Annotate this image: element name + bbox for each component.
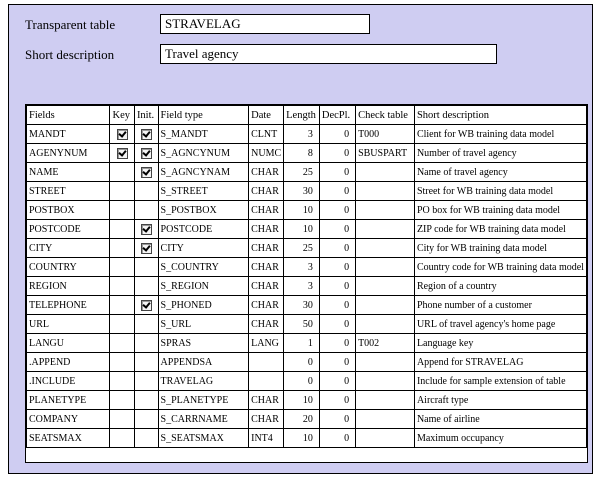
field-name-cell: NAME (27, 163, 110, 182)
init-cell (134, 315, 158, 334)
init-cell (134, 429, 158, 448)
decpl-cell: 0 (319, 201, 355, 220)
description-cell: City for WB training data model (414, 239, 586, 258)
field-name-cell: LANGU (27, 334, 110, 353)
length-cell: 10 (284, 201, 320, 220)
description-cell: Append for STRAVELAG (414, 353, 586, 372)
description-cell: Client for WB training data model (414, 125, 586, 144)
header-length: Length (284, 106, 320, 125)
key-cell (110, 220, 134, 239)
field-name-cell: CITY (27, 239, 110, 258)
init-cell (134, 353, 158, 372)
table-row[interactable] (27, 182, 587, 201)
field-type-cell: S_URL (158, 315, 249, 334)
field-type-cell: S_STREET (158, 182, 249, 201)
header-field-type: Field type (158, 106, 249, 125)
table-row[interactable] (27, 239, 587, 258)
table-body (27, 125, 587, 448)
decpl-cell: 0 (319, 258, 355, 277)
decpl-cell: 0 (319, 163, 355, 182)
field-name-cell: POSTBOX (27, 201, 110, 220)
check-table-cell (356, 410, 415, 429)
short-description-field[interactable]: Travel agency (160, 44, 497, 64)
init-checkbox[interactable] (141, 129, 152, 140)
key-checkbox[interactable] (117, 129, 128, 140)
decpl-cell: 0 (319, 296, 355, 315)
key-cell (110, 239, 134, 258)
description-cell: URL of travel agency's home page (414, 315, 586, 334)
description-cell: Include for sample extension of table (414, 372, 586, 391)
header-fields: Fields (27, 106, 110, 125)
field-type-cell: S_PHONED (158, 296, 249, 315)
decpl-cell: 0 (319, 182, 355, 201)
field-type-cell: APPENDSA (158, 353, 249, 372)
init-checkbox[interactable] (141, 300, 152, 311)
decpl-cell: 0 (319, 410, 355, 429)
data-type-cell: CHAR (249, 277, 284, 296)
length-cell: 0 (284, 372, 320, 391)
table-row[interactable] (27, 163, 587, 182)
decpl-cell: 0 (319, 334, 355, 353)
init-checkbox[interactable] (141, 243, 152, 254)
table-row[interactable] (27, 296, 587, 315)
description-cell: Language key (414, 334, 586, 353)
decpl-cell: 0 (319, 429, 355, 448)
short-description-label: Short description (25, 47, 115, 62)
field-name-cell: PLANETYPE (27, 391, 110, 410)
key-cell (110, 372, 134, 391)
init-cell (134, 182, 158, 201)
length-cell: 10 (284, 220, 320, 239)
description-cell: Number of travel agency (414, 144, 586, 163)
field-type-cell: SPRAS (158, 334, 249, 353)
description-cell: PO box for WB training data model (414, 201, 586, 220)
init-checkbox[interactable] (141, 224, 152, 235)
length-cell: 3 (284, 258, 320, 277)
key-checkbox[interactable] (117, 148, 128, 159)
data-type-cell: CHAR (249, 182, 284, 201)
check-table-cell (356, 239, 415, 258)
init-checkbox[interactable] (141, 148, 152, 159)
key-cell (110, 144, 134, 163)
description-cell: Country code for WB training data model (414, 258, 586, 277)
check-table-cell (356, 220, 415, 239)
table-row[interactable] (27, 429, 587, 448)
table-row[interactable] (27, 277, 587, 296)
description-cell: Maximum occupancy (414, 429, 586, 448)
key-cell (110, 429, 134, 448)
decpl-cell: 0 (319, 277, 355, 296)
header-init: Init. (134, 106, 158, 125)
field-name-cell: COUNTRY (27, 258, 110, 277)
fields-table (26, 105, 587, 448)
table-row[interactable] (27, 201, 587, 220)
init-cell (134, 334, 158, 353)
check-table-cell (356, 201, 415, 220)
data-type-cell (249, 372, 284, 391)
length-cell: 8 (284, 144, 320, 163)
field-type-cell: S_CARRNAME (158, 410, 249, 429)
description-cell: Phone number of a customer (414, 296, 586, 315)
field-name-cell: MANDT (27, 125, 110, 144)
check-table-cell (356, 429, 415, 448)
length-cell: 10 (284, 391, 320, 410)
key-cell (110, 334, 134, 353)
table-row[interactable] (27, 258, 587, 277)
field-type-cell: S_AGNCYNUM (158, 144, 249, 163)
field-name-cell: .APPEND (27, 353, 110, 372)
key-cell (110, 277, 134, 296)
key-cell (110, 296, 134, 315)
field-name-cell: STREET (27, 182, 110, 201)
table-row[interactable] (27, 372, 587, 391)
field-type-cell: S_REGION (158, 277, 249, 296)
length-cell: 50 (284, 315, 320, 334)
init-cell (134, 296, 158, 315)
check-table-cell: T000 (356, 125, 415, 144)
data-type-cell (249, 353, 284, 372)
data-type-cell: NUMC (249, 144, 284, 163)
data-type-cell: CHAR (249, 315, 284, 334)
data-type-cell: CHAR (249, 201, 284, 220)
check-table-cell (356, 353, 415, 372)
key-cell (110, 353, 134, 372)
length-cell: 20 (284, 410, 320, 429)
field-type-cell: S_SEATSMAX (158, 429, 249, 448)
init-cell (134, 258, 158, 277)
header-decpl: DecPl. (319, 106, 355, 125)
init-checkbox[interactable] (141, 167, 152, 178)
init-cell (134, 239, 158, 258)
data-type-cell: INT4 (249, 429, 284, 448)
length-cell: 25 (284, 163, 320, 182)
check-table-cell (356, 372, 415, 391)
length-cell: 3 (284, 277, 320, 296)
field-name-cell: COMPANY (27, 410, 110, 429)
key-cell (110, 125, 134, 144)
init-cell (134, 163, 158, 182)
init-cell (134, 125, 158, 144)
description-cell: Aircraft type (414, 391, 586, 410)
check-table-cell: SBUSPART (356, 144, 415, 163)
check-table-cell (356, 163, 415, 182)
length-cell: 30 (284, 296, 320, 315)
table-name-label: Transparent table (25, 17, 116, 32)
check-table-cell (356, 391, 415, 410)
table-row[interactable] (27, 220, 587, 239)
field-type-cell: S_MANDT (158, 125, 249, 144)
decpl-cell: 0 (319, 315, 355, 334)
init-cell (134, 220, 158, 239)
init-cell (134, 410, 158, 429)
table-row[interactable] (27, 353, 587, 372)
field-type-cell: S_POSTBOX (158, 201, 249, 220)
key-cell (110, 258, 134, 277)
length-cell: 10 (284, 429, 320, 448)
key-cell (110, 315, 134, 334)
data-type-cell: CHAR (249, 239, 284, 258)
init-cell (134, 277, 158, 296)
key-cell (110, 182, 134, 201)
data-type-cell: CHAR (249, 258, 284, 277)
field-name-cell: REGION (27, 277, 110, 296)
decpl-cell: 0 (319, 353, 355, 372)
field-name-cell: URL (27, 315, 110, 334)
check-table-cell (356, 315, 415, 334)
field-type-cell: S_PLANETYPE (158, 391, 249, 410)
data-type-cell: CHAR (249, 163, 284, 182)
field-type-cell: TRAVELAG (158, 372, 249, 391)
table-row[interactable] (27, 391, 587, 410)
check-table-cell (356, 296, 415, 315)
description-cell: Region of a country (414, 277, 586, 296)
dialog-frame (8, 4, 593, 474)
length-cell: 30 (284, 182, 320, 201)
table-header-row (27, 106, 587, 125)
table-row[interactable] (27, 125, 587, 144)
length-cell: 3 (284, 125, 320, 144)
key-cell (110, 201, 134, 220)
field-type-cell: S_COUNTRY (158, 258, 249, 277)
length-cell: 1 (284, 334, 320, 353)
check-table-cell (356, 277, 415, 296)
check-table-cell: T002 (356, 334, 415, 353)
header-short-description: Short description (414, 106, 586, 125)
length-cell: 0 (284, 353, 320, 372)
length-cell: 25 (284, 239, 320, 258)
init-cell (134, 201, 158, 220)
decpl-cell: 0 (319, 125, 355, 144)
fields-table-container (25, 104, 588, 463)
data-type-cell: CHAR (249, 410, 284, 429)
decpl-cell: 0 (319, 372, 355, 391)
decpl-cell: 0 (319, 144, 355, 163)
init-cell (134, 372, 158, 391)
description-cell: Name of travel agency (414, 163, 586, 182)
description-cell: Street for WB training data model (414, 182, 586, 201)
field-type-cell: S_AGNCYNAM (158, 163, 249, 182)
header-key: Key (110, 106, 134, 125)
key-cell (110, 410, 134, 429)
key-cell (110, 163, 134, 182)
init-cell (134, 391, 158, 410)
header-check-table: Check table (356, 106, 415, 125)
field-name-cell: .INCLUDE (27, 372, 110, 391)
check-table-cell (356, 182, 415, 201)
decpl-cell: 0 (319, 239, 355, 258)
table-row[interactable] (27, 410, 587, 429)
field-name-cell: TELEPHONE (27, 296, 110, 315)
data-type-cell: LANG (249, 334, 284, 353)
data-type-cell: CLNT (249, 125, 284, 144)
header-date: Date (249, 106, 284, 125)
table-row[interactable] (27, 144, 587, 163)
field-name-cell: SEATSMAX (27, 429, 110, 448)
init-cell (134, 144, 158, 163)
decpl-cell: 0 (319, 220, 355, 239)
decpl-cell: 0 (319, 391, 355, 410)
description-cell: Name of airline (414, 410, 586, 429)
table-name-field[interactable]: STRAVELAG (160, 14, 370, 34)
table-row[interactable] (27, 334, 587, 353)
field-type-cell: POSTCODE (158, 220, 249, 239)
data-type-cell: CHAR (249, 220, 284, 239)
field-name-cell: AGENYNUM (27, 144, 110, 163)
key-cell (110, 391, 134, 410)
data-type-cell: CHAR (249, 296, 284, 315)
field-type-cell: CITY (158, 239, 249, 258)
table-row[interactable] (27, 315, 587, 334)
check-table-cell (356, 258, 415, 277)
field-name-cell: POSTCODE (27, 220, 110, 239)
data-type-cell: CHAR (249, 391, 284, 410)
description-cell: ZIP code for WB training data model (414, 220, 586, 239)
